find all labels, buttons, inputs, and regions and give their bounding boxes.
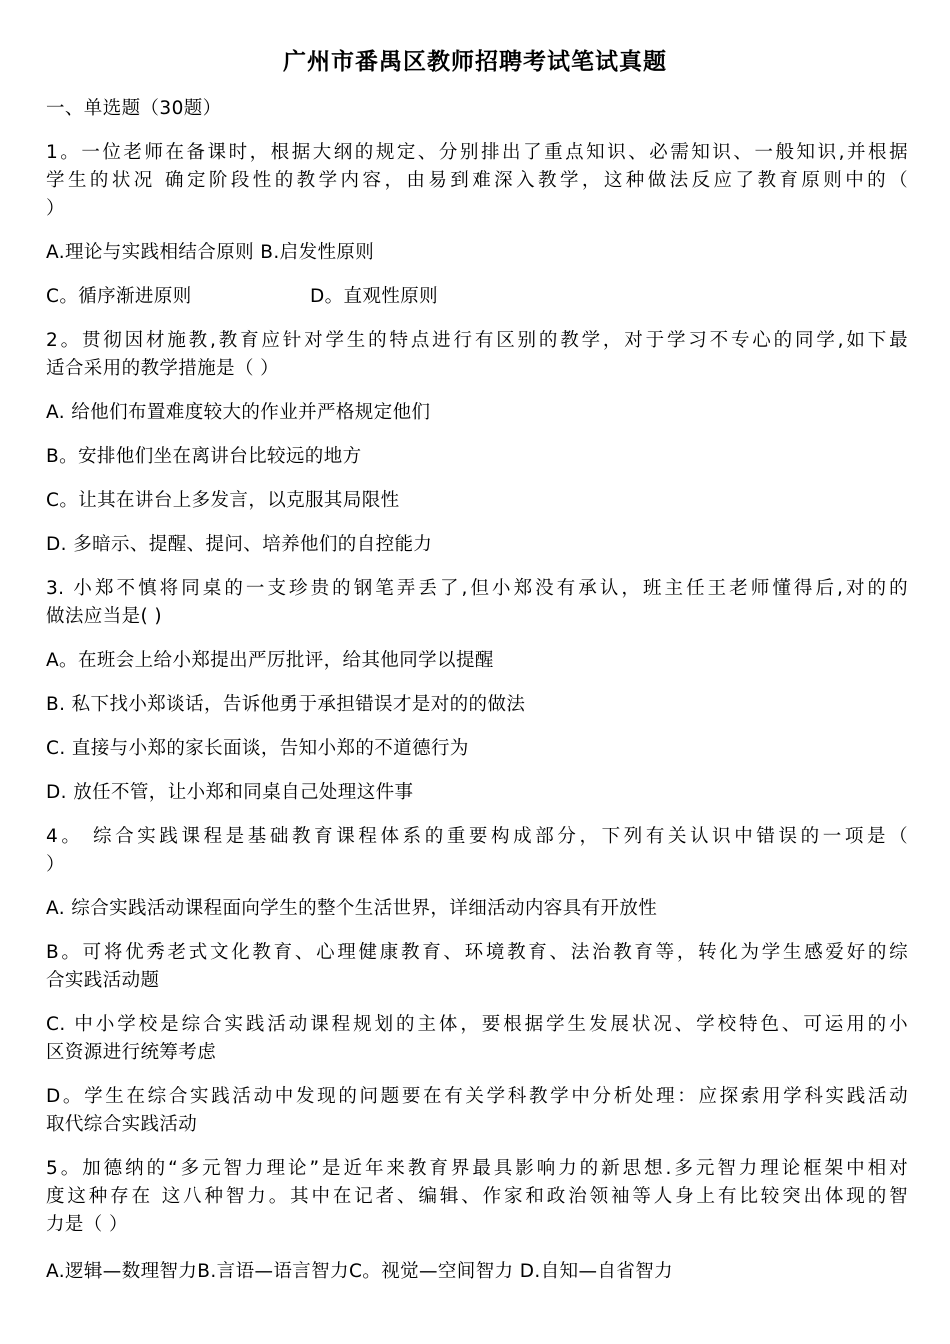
question-2-option-c: C。让其在讲台上多发言，以克服其局限性 <box>46 490 400 511</box>
question-1-option-ab: A.理论与实践相结合原则 B.启发性原则 <box>46 242 375 263</box>
question-1-option-d: D。直观性原则 <box>310 286 439 307</box>
question-2-stem-line-2: 适合采用的教学措施是（ ） <box>46 358 280 379</box>
question-4-option-b-line-1: B。可将优秀老式文化教育、心理健康教育、环境教育、法治教育等，转化为学生感爱好的综 <box>46 942 908 963</box>
question-4-option-c-line-1: C. 中小学校是综合实践活动课程规划的主体，要根据学生发展状况、学校特色、可运用的小 <box>46 1014 908 1035</box>
question-1-option-cd <box>46 285 908 309</box>
section-heading: 一、单选题（30题） <box>46 98 222 119</box>
question-3-option-a: A。在班会上给小郑提出严厉批评，给其他同学以提醒 <box>46 650 494 671</box>
question-2-option-d: D. 多暗示、提醒、提问、培养他们的自控能力 <box>46 534 433 555</box>
question-3-stem-line-1: 3. 小郑不慎将同桌的一支珍贵的钢笔弄丢了,但小郑没有承认，班主任王老师懂得后,对的的 <box>46 578 908 599</box>
question-3-option-c: C. 直接与小郑的家长面谈，告知小郑的不道德行为 <box>46 738 469 759</box>
question-4-option-d-line-2: 取代综合实践活动 <box>46 1114 198 1135</box>
question-3-option-b: B. 私下找小郑谈话，告诉他勇于承担错误才是对的的做法 <box>46 694 526 715</box>
question-1-stem-line-2: 学生的状况 确定阶段性的教学内容，由易到难深入教学，这种做法反应了教育原则中的（ <box>46 170 908 191</box>
question-2-option-a: A. 给他们布置难度较大的作业并严格规定他们 <box>46 402 431 423</box>
page-title: 广州市番禺区教师招聘考试笔试真题 <box>283 49 667 75</box>
question-2-option-b: B。安排他们坐在离讲台比较远的地方 <box>46 446 362 467</box>
question-5-stem-line-3: 力是（ ） <box>46 1214 128 1235</box>
question-1-option-c: C。循序渐进原则 <box>46 286 192 307</box>
question-4-stem-line-1: 4。 综合实践课程是基础教育课程体系的重要构成部分，下列有关认识中错误的一项是（ <box>46 826 908 847</box>
question-4-option-a: A. 综合实践活动课程面向学生的整个生活世界，详细活动内容具有开放性 <box>46 898 658 919</box>
question-5-stem-line-2: 度这种存在 这八种智力。其中在记者、编辑、作家和政治领袖等人身上有比较突出体现的智 <box>46 1186 908 1207</box>
question-5-stem-line-1: 5。加德纳的“多元智力理论”是近年来教育界最具影响力的新思想.多元智力理论框架中相对 <box>46 1158 908 1179</box>
question-4-option-c-line-2: 区资源进行统筹考虑 <box>46 1042 217 1063</box>
question-4-option-d-line-1: D。学生在综合实践活动中发现的问题要在有关学科教学中分析处理：应探索用学科实践活动 <box>46 1086 908 1107</box>
question-1-stem-line-1: 1。一位老师在备课时，根据大纲的规定、分别排出了重点知识、必需知识、一般知识,并根据 <box>46 142 908 163</box>
question-3-option-d: D. 放任不管，让小郑和同桌自己处理这件事 <box>46 782 414 803</box>
question-4-stem-line-2: ） <box>46 854 65 875</box>
question-5-options: A.逻辑—数理智力B.言语—语言智力C。视觉—空间智力 D.自知—自省智力 <box>46 1261 674 1282</box>
question-4-option-b-line-2: 合实践活动题 <box>46 970 160 991</box>
question-1-stem-line-3: ） <box>46 198 65 219</box>
question-3-stem-line-2: 做法应当是( ) <box>46 606 163 627</box>
question-2-stem-line-1: 2。贯彻因材施教,教育应针对学生的特点进行有区别的教学，对于学习不专心的同学,如下最 <box>46 330 908 351</box>
